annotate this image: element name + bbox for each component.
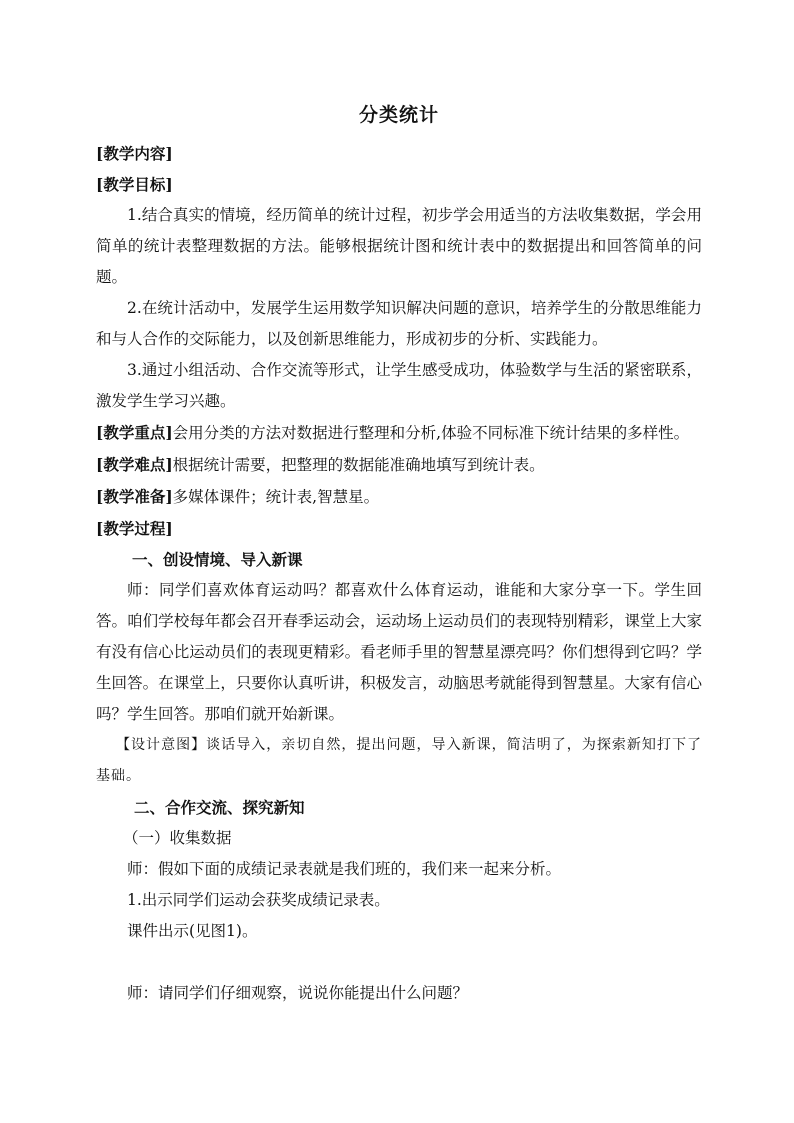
part1-heading: 一、创设情境、导入新课 xyxy=(132,550,303,569)
section-label-key: [教学重点] xyxy=(96,423,173,442)
section-label-goals: [教学目标] xyxy=(96,175,173,194)
goal-item-3: 3.通过小组活动、合作交流等形式，让学生感受成功，体验数学与生活的紧密联系，激发学生学习兴趣。 xyxy=(96,361,702,410)
key-point-text: 会用分类的方法对数据进行整理和分析,体验不同标准下统计结果的多样性。 xyxy=(172,424,690,442)
part2-text-1: 师：假如下面的成绩记录表就是我们班的，我们来一起来分析。 xyxy=(127,860,562,878)
part2-text-4: 师：请同学们仔细观察，说说你能提出什么问题？ xyxy=(127,984,469,1002)
section-label-process: [教学过程] xyxy=(96,519,173,538)
prep-paragraph xyxy=(96,481,702,513)
part2-text-2: 1.出示同学们运动会获奖成绩记录表。 xyxy=(127,891,390,909)
blank-figure-space xyxy=(96,947,702,978)
difficulty-paragraph xyxy=(96,449,702,481)
goal-item-1: 1.结合真实的情境，经历简单的统计过程，初步学会用适当的方法收集数据，学会用简单的统计表整理数据的方法。能够根据统计图和统计表中的数据提出和回答简单的问题。 xyxy=(96,206,702,286)
page-title: 分类统计 xyxy=(358,104,439,126)
document-page xyxy=(96,100,702,1009)
part2-subheading: （一）收集数据 xyxy=(123,829,232,847)
key-point-paragraph xyxy=(96,417,702,449)
part1-text: 师：同学们喜欢体育运动吗？都喜欢什么体育运动，谁能和大家分享一下。学生回答。咱们学校每年都会召开春季运动会，运动场上运动员们的表现特别精彩，课堂上大家有没有信心比运动员们的表现更精彩。看老师手里的智慧星漂亮吗？你们想得到它吗？学生回答。在课堂上，只要你认真听讲，积极发言，动脑思考就能得到智慧星。大家有信心吗？学生回答。那咱们就开始新课。 xyxy=(96,581,702,723)
section-label-content: [教学内容] xyxy=(96,144,173,163)
part2-text-3: 课件出示(见图1)。 xyxy=(127,922,258,940)
part2-heading: 二、合作交流、探究新知 xyxy=(134,798,305,817)
goal-item-2: 2.在统计活动中，发展学生运用数学知识解决问题的意识，培养学生的分散思维能力和与人合作的交际能力，以及创新思维能力，形成初步的分析、实践能力。 xyxy=(96,299,702,348)
difficulty-text: 根据统计需要，把整理的数据能准确地填写到统计表。 xyxy=(172,456,545,474)
section-label-prep: [教学准备] xyxy=(96,487,173,506)
prep-text: 多媒体课件；统计表,智慧星。 xyxy=(172,488,380,506)
section-label-difficulty: [教学难点] xyxy=(96,455,173,474)
design-intent: 【设计意图】谈话导入，亲切自然，提出问题，导入新课，简洁明了，为探索新知打下了基础。 xyxy=(96,737,702,784)
